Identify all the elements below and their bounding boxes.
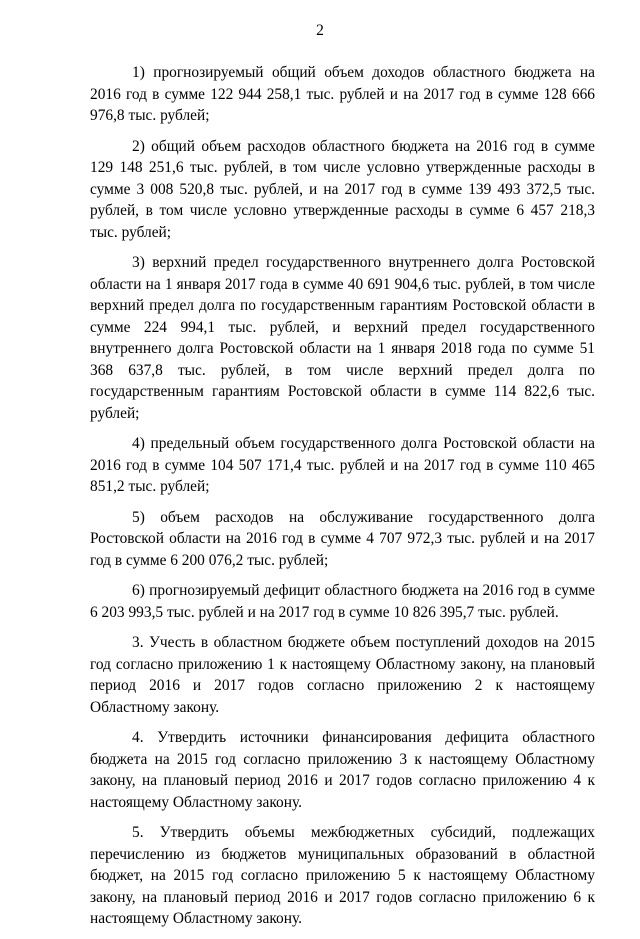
paragraph-item-4: 4) предельный объем государственного долга Ростовской области на 2016 год в сумме 104 507 171,4 тыс. рублей и на 2017 год в сумме 110 465 851,2 тыс. рублей; xyxy=(90,435,595,495)
paragraph-item-2: 2) общий объем расходов областного бюджета на 2016 год в сумме 129 148 251,6 тыс. рублей, в том числе условно утвержденные расходы в сумме 3 008 520,8 тыс. рублей, и на 2017 год в сумме 139 493 372,5 тыс. рублей, в том числе условно утвержденные расходы в сумме 6 457 218,3 тыс. рублей; xyxy=(90,137,595,241)
paragraph-item-3: 3) верхний предел государственного внутреннего долга Ростовской области на 1 января 2017 года в сумме 40 691 904,6 тыс. рублей, в том числе верхний предел долга по государственным гарантиям Ростовской области в сумме 224 994,1 тыс. рублей, и верхний предел государственного внутреннего долга Ростовской области на 1 января 2018 года по сумме 51 368 637,8 тыс. рублей, в том числе верхний предел долга по государственным гарантиям Ростовской области в сумме 114 822,6 тыс. рублей; xyxy=(90,254,595,422)
paragraph-item-1: 1) прогнозируемый общий объем доходов областного бюджета на 2016 год в сумме 122 944 258,1 тыс. рублей и на 2017 год в сумме 128 666 976,8 тыс. рублей; xyxy=(90,64,595,124)
page-number: 2 xyxy=(316,22,324,39)
paragraph-item-6: 6) прогнозируемый дефицит областного бюджета на 2016 год в сумме 6 203 993,5 тыс. рублей и на 2017 год в сумме 10 826 395,7 тыс. рублей. xyxy=(90,582,595,621)
article-3: 3. Учесть в областном бюджете объем поступлений доходов на 2015 год согласно приложению 1 к настоящему Областному закону, на плановый период 2016 и 2017 годов согласно приложению 2 к настоящему Областному закону. xyxy=(90,634,595,716)
paragraph-item-5: 5) объем расходов на обслуживание государственного долга Ростовской области на 2016 год в сумме 4 707 972,3 тыс. рублей и на 2017 год в сумме 6 200 076,2 тыс. рублей; xyxy=(90,508,595,569)
article-5: 5. Утвердить объемы межбюджетных субсидий, подлежащих перечислению из бюджетов муниципальных образований в областной бюджет, на 2015 год согласно приложению 5 к настоящему Областному закону, на плановый период 2016 и 2017 годов согласно приложению 6 к настоящему Областному закону. xyxy=(90,824,595,927)
document-body xyxy=(90,62,595,939)
article-4: 4. Утвердить источники финансирования дефицита областного бюджета на 2015 год согласно приложению 3 к настоящему Областному закону, на плановый период 2016 и 2017 годов согласно приложению 4 к настоящему Областному закону. xyxy=(90,729,595,811)
